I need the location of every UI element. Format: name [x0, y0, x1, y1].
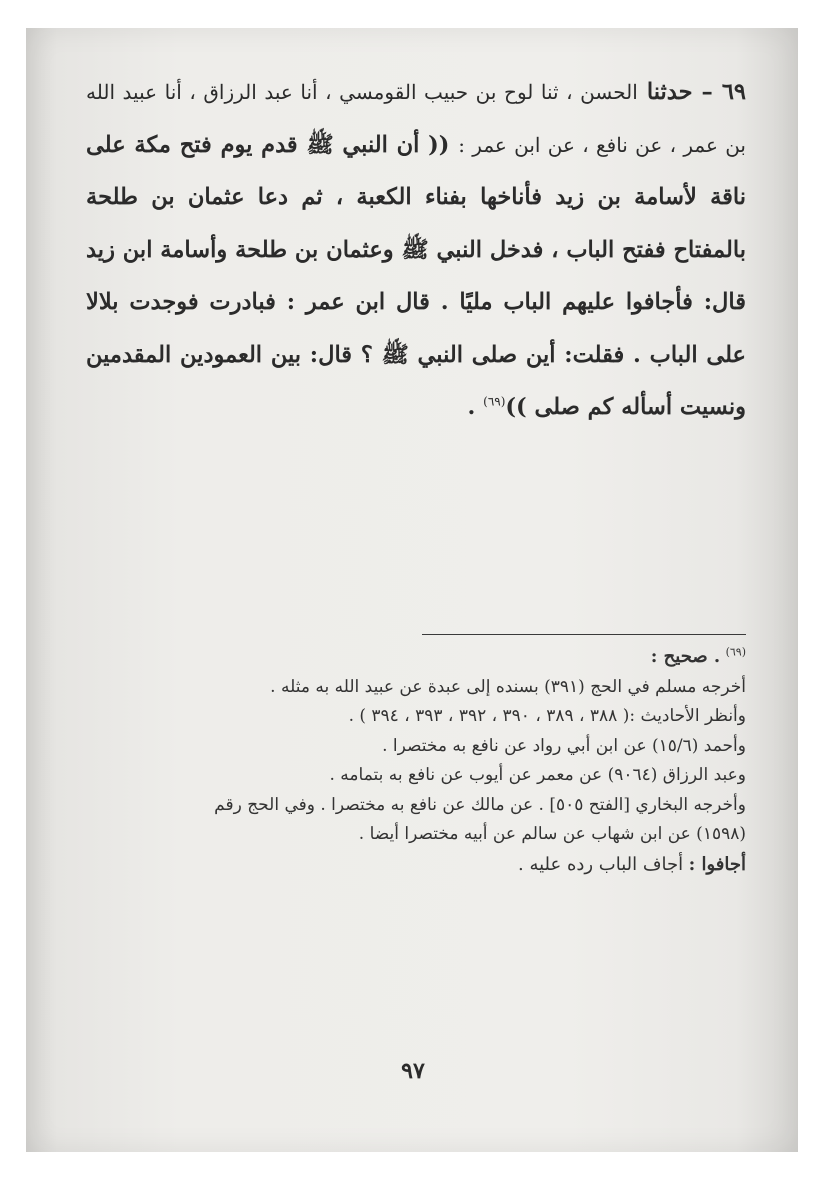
scanned-page — [26, 28, 798, 1152]
hadith-chain: الحسن ، ثنا لوح بن حبيب القومسي ، أنا عبد الرزاق ، أنا عبيد الله بن عمر ، عن نافع ، عن ابن عمر : — [86, 80, 746, 157]
hadith-text — [86, 66, 746, 434]
hadith-end: . — [467, 394, 484, 420]
hadith-dash: – — [701, 79, 713, 105]
hadith-number: ٦٩ — [721, 79, 747, 105]
gloss-line — [86, 850, 746, 881]
footnote-grade: . صحيح : — [650, 646, 721, 667]
footnote-line: وأحمد (١٥/٦) عن ابن أبي رواد عن نافع به مختصرا . — [382, 735, 746, 756]
hadith-lead: حدثنا — [646, 79, 693, 105]
footnote-line: وأخرجه البخاري [الفتح ٥٠٥] . عن مالك عن نافع به مختصرا . وفي الحج رقم — [214, 794, 746, 815]
footnote-line: وعبد الرزاق (٩٠٦٤) عن معمر عن أيوب عن نافع به بتمامه . — [329, 765, 746, 785]
footnote-line: أخرجه مسلم في الحج (٣٩١) بسنده إلى عبدة عن عبيد الله به مثله . — [270, 676, 746, 697]
footnotes — [86, 642, 746, 880]
footnote-separator — [422, 634, 746, 635]
gloss-definition: أجاف الباب رده عليه . — [518, 853, 684, 875]
footnote-ref: (٦٩) — [725, 645, 746, 659]
gloss-term: أجافوا : — [688, 853, 746, 875]
hadith-body: (( أن النبي ﷺ قدم يوم فتح مكة على ناقة لأسامة بن زيد فأناخها بفناء الكعبة ، ثم دعا عثمان بن طلحة بالمفتاح ففتح الباب ، فدخل النبي ﷺ وعثمان بن طلحة وأسامة ابن زيد قال: فأجافوا عليهم الباب مليًا . قال ابن عمر : فبادرت فوجدت بلالا على الباب . فقلت: أين صلى النبي ﷺ ؟ قال: بين العمودين المقدمين ونسيت أسأله كم صلى )) — [86, 131, 746, 420]
hadith-footnote-ref: (٦٩) — [483, 394, 506, 409]
footnote-line: وأنظر الأحاديث :( ٣٨٨ ، ٣٨٩ ، ٣٩٠ ، ٣٩٢ ، ٣٩٣ ، ٣٩٤ ) . — [348, 706, 746, 726]
page-number: ٩٧ — [401, 1058, 425, 1084]
footnote-heading — [86, 642, 746, 673]
footnote-line: (١٥٩٨) عن ابن شهاب عن سالم عن أبيه مختصرا أيضا . — [358, 824, 746, 844]
